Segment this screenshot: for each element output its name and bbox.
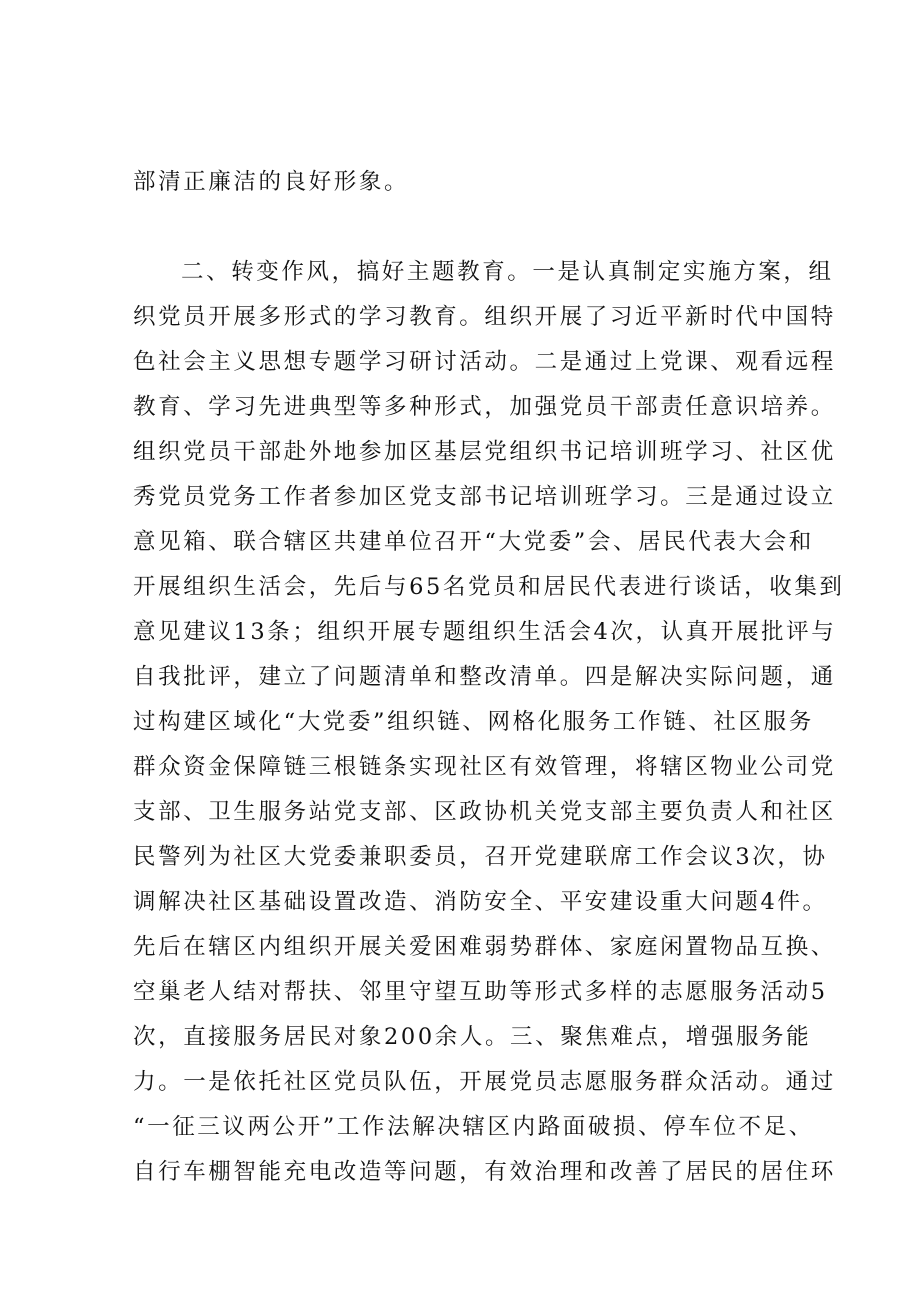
- paragraph-line: 意见箱、联合辖区共建单位召开“大党委”会、居民代表大会和: [133, 529, 814, 555]
- paragraph-line: 空巢老人结对帮扶、邻里守望互助等形式多样的志愿服务活动5: [133, 979, 828, 1005]
- paragraph-line: 自我批评，建立了问题清单和整改清单。四是解决实际问题，通: [133, 664, 836, 690]
- paragraph-line: 先后在辖区内组织开展关爱困难弱势群体、家庭闲置物品互换、: [133, 934, 836, 960]
- document-body: [133, 160, 845, 1195]
- paragraph-line: 二、转变作风，搞好主题教育。一是认真制定实施方案，组: [181, 259, 834, 285]
- paragraph-line: 组织党员干部赴外地参加区基层党组织书记培训班学习、社区优: [133, 439, 836, 465]
- paragraph-line: 调解决社区基础设置改造、消防安全、平安建设重大问题4件。: [133, 889, 828, 915]
- paragraph-line: 秀党员党务工作者参加区党支部书记培训班学习。三是通过设立: [133, 484, 836, 510]
- paragraph-spacer: [133, 205, 793, 250]
- paragraph-line: 教育、学习先进典型等多种形式，加强党员干部责任意识培养。: [133, 394, 836, 420]
- paragraph-line: 力。一是依托社区党员队伍，开展党员志愿服务群众活动。通过: [133, 1069, 836, 1095]
- paragraph-line: 群众资金保障链三根链条实现社区有效管理，将辖区物业公司党: [133, 754, 836, 780]
- paragraph-line: 意见建议13条；组织开展专题组织生活会4次，认真开展批评与: [133, 619, 837, 645]
- paragraph-line: 民警列为社区大党委兼职委员，召开党建联席工作会议3次，协: [133, 844, 828, 870]
- paragraph-line: 部清正廉洁的良好形象。: [133, 169, 410, 195]
- paragraph-line: 开展组织生活会，先后与65名党员和居民代表进行谈话，收集到: [133, 574, 845, 600]
- paragraph-line: “一征三议两公开”工作法解决辖区内路面破损、停车位不足、: [133, 1114, 814, 1140]
- paragraph-line: 自行车棚智能充电改造等问题，有效治理和改善了居民的居住环: [133, 1159, 836, 1185]
- paragraph-line: 过构建区域化“大党委”组织链、网格化服务工作链、社区服务: [133, 709, 814, 735]
- paragraph-line: 次，直接服务居民对象200余人。三、聚焦难点，增强服务能: [133, 1024, 812, 1050]
- paragraph-line: 织党员开展多形式的学习教育。组织开展了习近平新时代中国特: [133, 304, 836, 330]
- paragraph-line: 色社会主义思想专题学习研讨活动。二是通过上党课、观看远程: [133, 349, 836, 375]
- paragraph-line: 支部、卫生服务站党支部、区政协机关党支部主要负责人和社区: [133, 799, 836, 825]
